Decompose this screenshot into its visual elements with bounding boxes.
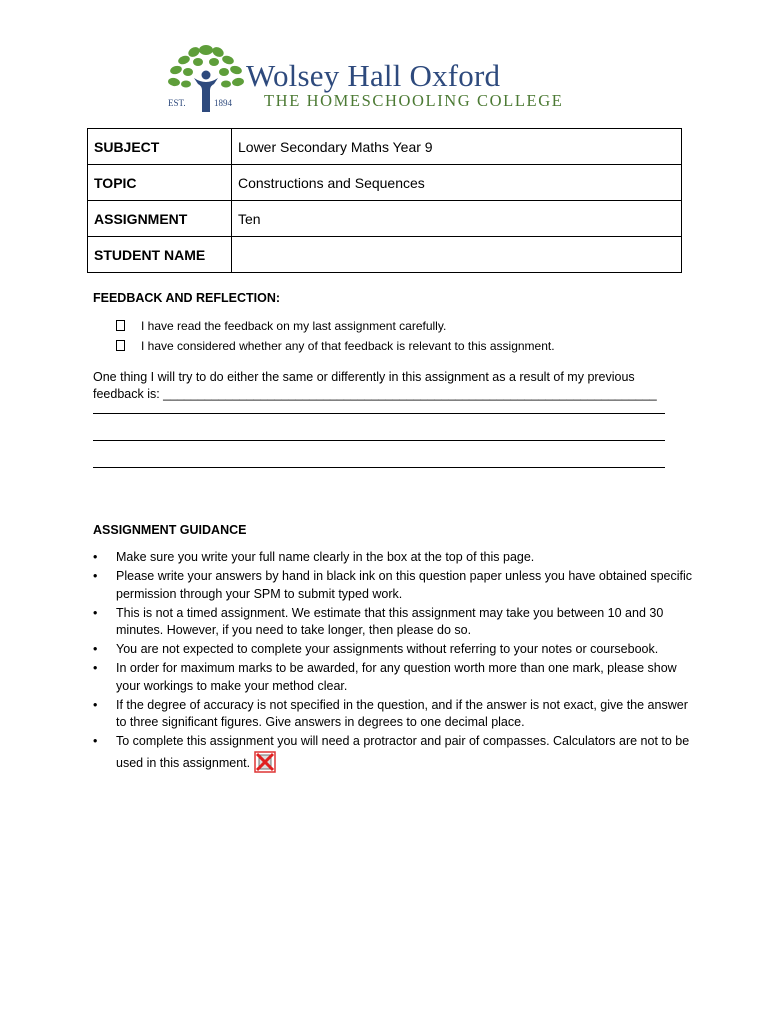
subject-value: Lower Secondary Maths Year 9 (232, 129, 682, 165)
bullet: • (93, 605, 98, 620)
bullet: • (93, 661, 98, 675)
table-row (88, 165, 682, 201)
checkbox[interactable] (116, 340, 125, 351)
feedback-check-item (116, 339, 555, 353)
table-row (88, 237, 682, 273)
table-row (88, 129, 682, 165)
guidance-text: To complete this assignment you will need a protractor and pair of compasses. Calculators are not to be used in this assignment. (116, 734, 690, 770)
logo-title: Wolsey Hall Oxford (246, 58, 501, 93)
list-item (93, 660, 693, 695)
school-logo (160, 40, 620, 120)
guidance-text: In order for maximum marks to be awarded, for any question worth more than one mark, please show your workings to make your method clear. (116, 661, 677, 693)
guidance-list (93, 549, 693, 780)
list-item (93, 605, 693, 640)
table-row (88, 201, 682, 237)
list-item (93, 568, 693, 603)
feedback-prompt: One thing I will try to do either the same or differently in this assignment as a result of my previous feedback is: _______________________________________________________________________ (93, 370, 657, 401)
bullet: • (93, 734, 98, 748)
feedback-check-item (116, 319, 446, 333)
guidance-text: Please write your answers by hand in black ink on this question paper unless you have obtained specific permission through your SPM to submit typed work. (116, 569, 693, 601)
feedback-heading: FEEDBACK AND REFLECTION: (93, 291, 281, 305)
assignment-info-table (87, 128, 682, 273)
answer-line[interactable] (93, 440, 665, 441)
subject-label: SUBJECT (88, 129, 232, 165)
answer-line[interactable] (93, 413, 665, 414)
bullet: • (93, 642, 98, 656)
bullet: • (93, 697, 98, 712)
no-calculator-icon (254, 751, 276, 779)
guidance-text: You are not expected to complete your assignments without referring to your notes or coursebook. (116, 642, 659, 656)
topic-label: TOPIC (88, 165, 232, 201)
checkbox[interactable] (116, 320, 125, 331)
list-item (93, 641, 693, 659)
check-label: I have considered whether any of that feedback is relevant to this assignment. (141, 339, 555, 353)
guidance-text: This is not a timed assignment. We estimate that this assignment may take you between 10 and 30 minutes. However, if you need to take longer, then please do so. (116, 605, 664, 637)
student-name-field[interactable] (232, 237, 682, 273)
assignment-value: Ten (232, 201, 682, 237)
check-label: I have read the feedback on my last assignment carefully. (141, 319, 447, 333)
logo-subtitle: THE HOMESCHOOLING COLLEGE (264, 91, 564, 110)
topic-value: Constructions and Sequences (232, 165, 682, 201)
bullet: • (93, 569, 98, 583)
list-item (93, 549, 693, 567)
logo-est: EST. (168, 98, 186, 108)
logo-year: 1894 (214, 98, 232, 108)
bullet: • (93, 550, 98, 564)
assignment-label: ASSIGNMENT (88, 201, 232, 237)
student-name-label: STUDENT NAME (88, 237, 232, 273)
answer-line[interactable] (93, 467, 665, 468)
list-item (93, 733, 693, 778)
list-item (93, 697, 693, 732)
guidance-text: Make sure you write your full name clearly in the box at the top of this page. (116, 550, 535, 564)
guidance-heading: ASSIGNMENT GUIDANCE (93, 523, 247, 537)
guidance-text: If the degree of accuracy is not specified in the question, and if the answer is not exact, give the answer to three significant figures. Give answers in degrees to one decimal place. (116, 697, 688, 729)
